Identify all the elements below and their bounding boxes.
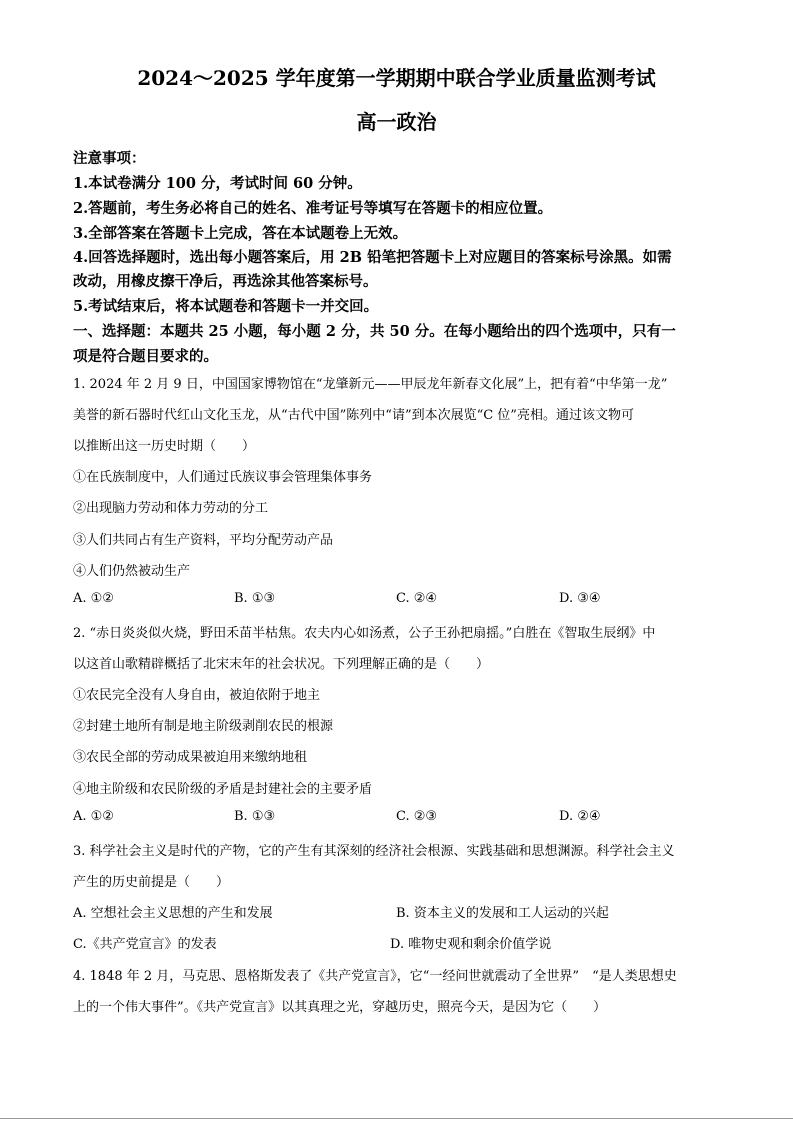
- notice-item: 5.考试结束后，将本试题卷和答题卡一并交回。: [73, 298, 379, 315]
- notice-item: 1.本试卷满分 100 分，考试时间 60 分钟。: [73, 175, 362, 192]
- question-2-stem: 以这首山歌精辟概括了北宋末年的社会状况。下列理解正确的是（ ）: [73, 657, 490, 672]
- question-3-option-a: A. 空想社会主义思想的产生和发展: [73, 906, 273, 921]
- question-1-stem: 1. 2024 年 2 月 9 日，中国国家博物馆在“龙肇新元——甲辰龙年新春文化展”上，把有着“中华第一龙”: [73, 377, 668, 392]
- exam-subject: 高一政治: [356, 110, 437, 134]
- notice-heading: 注意事项：: [73, 150, 146, 167]
- section-heading: 一、选择题：本题共 25 小题，每小题 2 分，共 50 分。在每小题给出的四个选项中，只有一: [73, 323, 676, 340]
- question-2-item: ④地主阶级和农民阶级的矛盾是封建社会的主要矛盾: [73, 782, 373, 797]
- question-1-item: ①在氏族制度中，人们通过氏族议事会管理集体事务: [73, 470, 373, 485]
- question-1-item: ②出现脑力劳动和体力劳动的分工: [73, 501, 269, 516]
- question-3-stem: 3. 科学社会主义是时代的产物，它的产生有其深刻的经济社会根源、实践基础和思想渊源。科学社会主义: [73, 844, 675, 859]
- question-1-option-a: A. ①②: [73, 591, 114, 606]
- question-3-stem: 产生的历史前提是（ ）: [73, 875, 230, 890]
- question-2-item: ①农民完全没有人身自由，被迫依附于地主: [73, 688, 321, 703]
- notice-item: 改动，用橡皮擦干净后，再选涂其他答案标号。: [73, 273, 378, 290]
- question-2-option-b: B. ①③: [234, 809, 276, 824]
- question-1-option-c: C. ②④: [396, 591, 438, 606]
- notice-item: 3.全部答案在答题卡上完成，答在本试题卷上无效。: [73, 225, 408, 242]
- question-2-stem: 2. “赤日炎炎似火烧，野田禾苗半枯焦。农夫内心如汤煮，公子王孙把扇摇。”白胜在《智取生辰纲》中: [73, 626, 656, 641]
- question-3-option-d: D. 唯物史观和剩余价值学说: [390, 937, 552, 952]
- question-4-stem: 上的一个伟大事件”。《共产党宣言》以其真理之光，穿越历史，照亮今天，是因为它（ ）: [73, 1000, 607, 1015]
- question-1-item: ④人们仍然被动生产: [73, 564, 191, 579]
- question-1-option-d: D. ③④: [559, 591, 601, 606]
- question-1-stem: 以推断出这一历史时期（ ）: [73, 439, 256, 454]
- question-4-stem: 4. 1848 年 2 月，马克思、恩格斯发表了《共产党宣言》，它“一经问世就震动了全世界” “是人类思想史: [73, 969, 677, 984]
- question-1-item: ③人们共同占有生产资料，平均分配劳动产品: [73, 533, 334, 548]
- question-2-item: ②封建土地所有制是地主阶级剥削农民的根源: [73, 719, 334, 734]
- section-heading-cont: 项是符合题目要求的。: [73, 348, 218, 365]
- page-bottom-rule: [0, 1118, 793, 1119]
- question-2-option-a: A. ①②: [73, 809, 114, 824]
- question-2-item: ③农民全部的劳动成果被迫用来缴纳地租: [73, 750, 308, 765]
- question-2-option-c: C. ②③: [396, 809, 438, 824]
- exam-title: 2024～2025 学年度第一学期期中联合学业质量监测考试: [137, 66, 656, 90]
- question-2-option-d: D. ②④: [559, 809, 601, 824]
- question-1-stem: 美誉的新石器时代红山文化玉龙，从“古代中国”陈列中“请”到本次展览“C 位”亮相。通过该文物可: [73, 408, 634, 423]
- notice-item: 2.答题前，考生务必将自己的姓名、准考证号等填写在答题卡的相应位置。: [73, 200, 553, 217]
- question-3-option-c: C.《共产党宣言》的发表: [73, 937, 217, 952]
- question-3-option-b: B. 资本主义的发展和工人运动的兴起: [396, 906, 609, 921]
- notice-item: 4.回答选择题时，选出每小题答案后，用 2B 铅笔把答题卡上对应题目的答案标号涂黑。如需: [73, 249, 672, 266]
- question-1-option-b: B. ①③: [234, 591, 276, 606]
